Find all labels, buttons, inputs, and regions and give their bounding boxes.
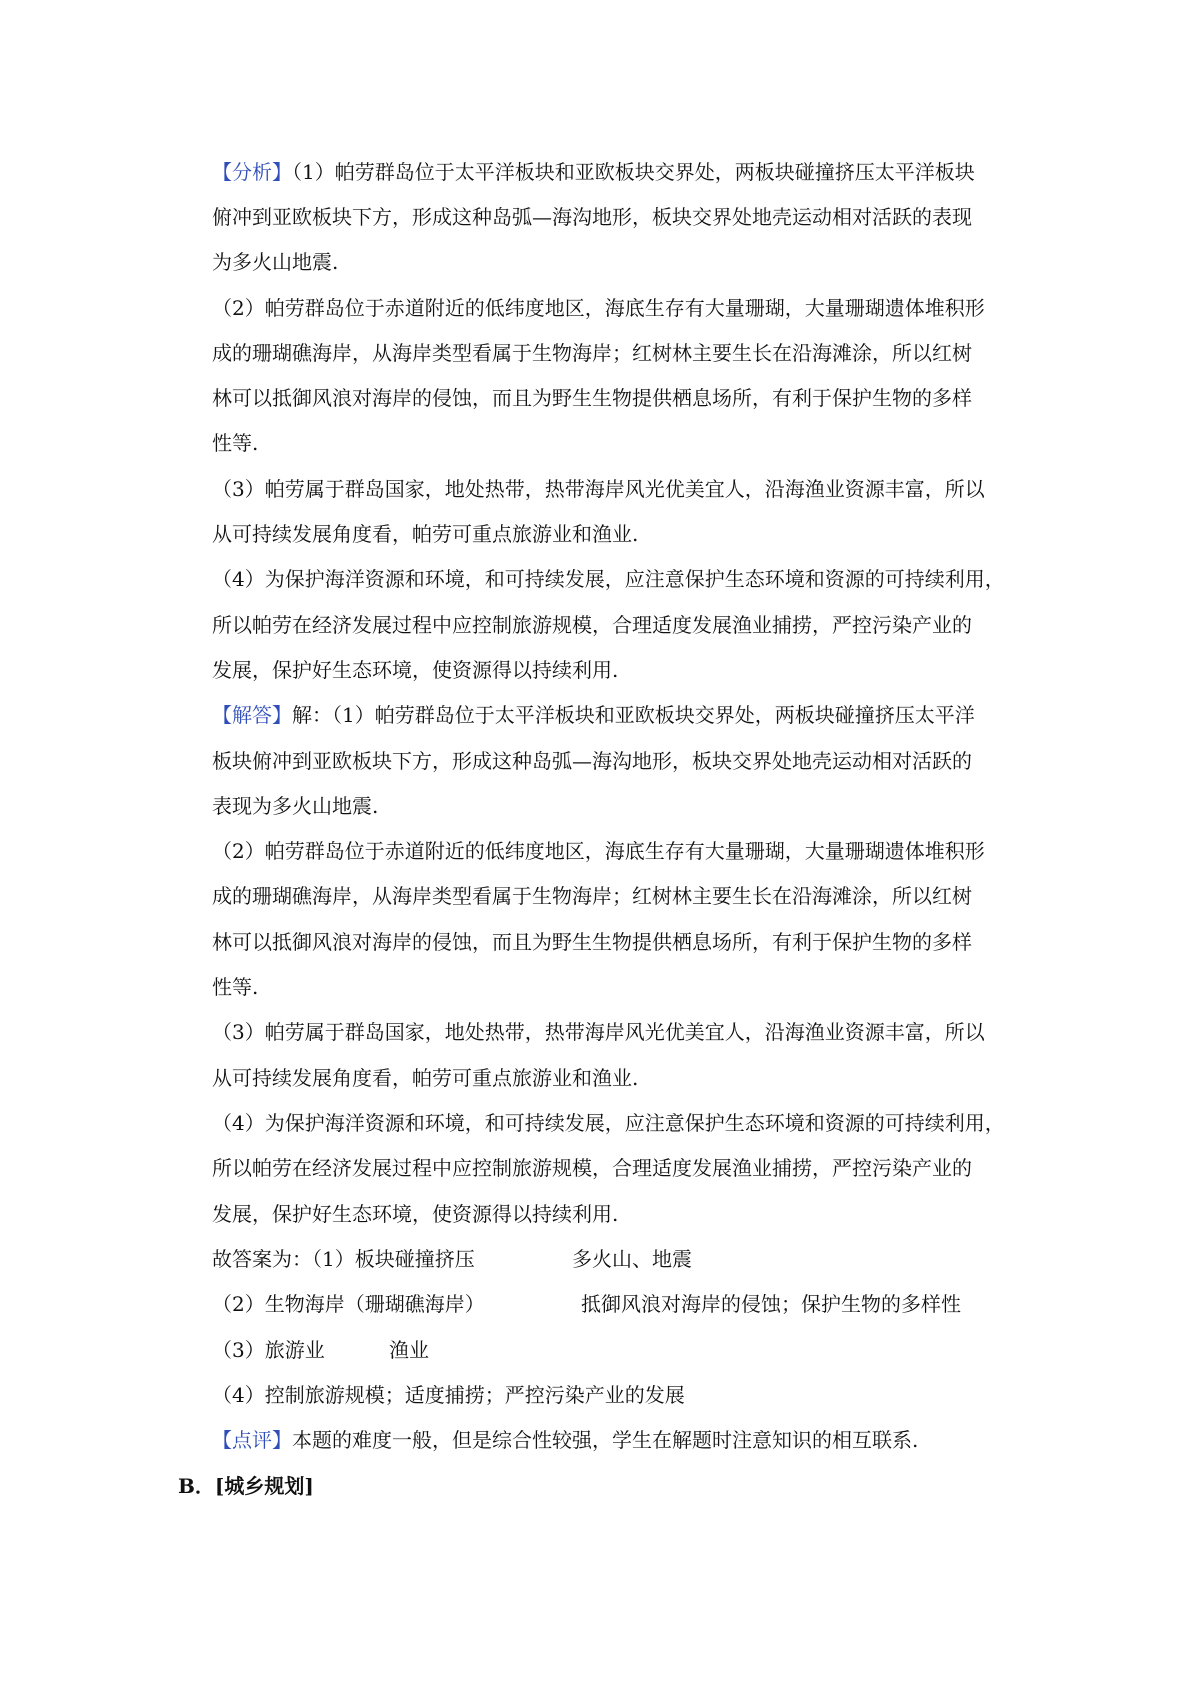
analysis-line-3: 为多火山地震.	[212, 250, 339, 274]
answer-line-2: （2）生物海岸（珊瑚礁海岸）	[212, 1292, 485, 1316]
comment-text: 本题的难度一般，但是综合性较强，学生在解题时注意知识的相互联系.	[292, 1428, 919, 1452]
section-heading: B．[城乡规划]	[178, 1474, 314, 1498]
analysis-line-1	[212, 158, 975, 186]
analysis-tag: 【分析】	[212, 160, 292, 184]
answer-1-part-b: 多火山、地震	[572, 1247, 692, 1271]
analysis-line-10: （4）为保护海洋资源和环境，和可持续发展，应注意保护生态环境和资源的可持续利用，	[212, 567, 1005, 591]
analysis-line-12: 发展，保护好生态环境，使资源得以持续利用.	[212, 658, 619, 682]
solution-line-5: 成的珊瑚礁海岸，从海岸类型看属于生物海岸；红树林主要生长在沿海滩涂，所以红树	[212, 884, 972, 908]
answer-3-part-b: 渔业	[389, 1338, 429, 1362]
solution-text: 解：（1）帕劳群岛位于太平洋板块和亚欧板块交界处，两板块碰撞挤压太平洋	[292, 703, 975, 727]
solution-tag: 【解答】	[212, 703, 292, 727]
solution-line-1	[212, 701, 975, 729]
answer-1-part-a: 故答案为：（1）板块碰撞挤压	[212, 1247, 475, 1271]
solution-line-8: （3）帕劳属于群岛国家，地处热带，热带海岸风光优美宜人，沿海渔业资源丰富，所以	[212, 1020, 985, 1044]
analysis-line-2: 俯冲到亚欧板块下方，形成这种岛弧—海沟地形，板块交界处地壳运动相对活跃的表现	[212, 205, 972, 229]
analysis-line-4: （2）帕劳群岛位于赤道附近的低纬度地区，海底生存有大量珊瑚，大量珊瑚遗体堆积形	[212, 296, 985, 320]
comment-line	[212, 1426, 918, 1454]
solution-line-12: 发展，保护好生态环境，使资源得以持续利用.	[212, 1202, 619, 1226]
answer-line-1	[212, 1245, 475, 1273]
answer-line-4: （4）控制旅游规模；适度捕捞；严控污染产业的发展	[212, 1383, 685, 1407]
solution-line-7: 性等.	[212, 975, 259, 999]
analysis-line-5: 成的珊瑚礁海岸，从海岸类型看属于生物海岸；红树林主要生长在沿海滩涂，所以红树	[212, 341, 972, 365]
solution-line-2: 板块俯冲到亚欧板块下方，形成这种岛弧—海沟地形，板块交界处地壳运动相对活跃的	[212, 749, 972, 773]
solution-line-3: 表现为多火山地震.	[212, 794, 379, 818]
analysis-line-8: （3）帕劳属于群岛国家，地处热带，热带海岸风光优美宜人，沿海渔业资源丰富，所以	[212, 477, 985, 501]
solution-line-11: 所以帕劳在经济发展过程中应控制旅游规模，合理适度发展渔业捕捞，严控污染产业的	[212, 1156, 972, 1180]
solution-line-4: （2）帕劳群岛位于赤道附近的低纬度地区，海底生存有大量珊瑚，大量珊瑚遗体堆积形	[212, 839, 985, 863]
analysis-line-9: 从可持续发展角度看，帕劳可重点旅游业和渔业.	[212, 522, 639, 546]
solution-line-6: 林可以抵御风浪对海岸的侵蚀，而且为野生生物提供栖息场所，有利于保护生物的多样	[212, 930, 972, 954]
analysis-line-6: 林可以抵御风浪对海岸的侵蚀，而且为野生生物提供栖息场所，有利于保护生物的多样	[212, 386, 972, 410]
analysis-line-7: 性等.	[212, 431, 259, 455]
answer-line-3: （3）旅游业	[212, 1338, 325, 1362]
solution-line-9: 从可持续发展角度看，帕劳可重点旅游业和渔业.	[212, 1066, 639, 1090]
comment-tag: 【点评】	[212, 1428, 292, 1452]
solution-line-10: （4）为保护海洋资源和环境，和可持续发展，应注意保护生态环境和资源的可持续利用，	[212, 1111, 1005, 1135]
analysis-text: （1）帕劳群岛位于太平洋板块和亚欧板块交界处，两板块碰撞挤压太平洋板块	[292, 160, 975, 184]
answer-2-part-b: 抵御风浪对海岸的侵蚀；保护生物的多样性	[581, 1292, 961, 1316]
analysis-line-11: 所以帕劳在经济发展过程中应控制旅游规模，合理适度发展渔业捕捞，严控污染产业的	[212, 613, 972, 637]
